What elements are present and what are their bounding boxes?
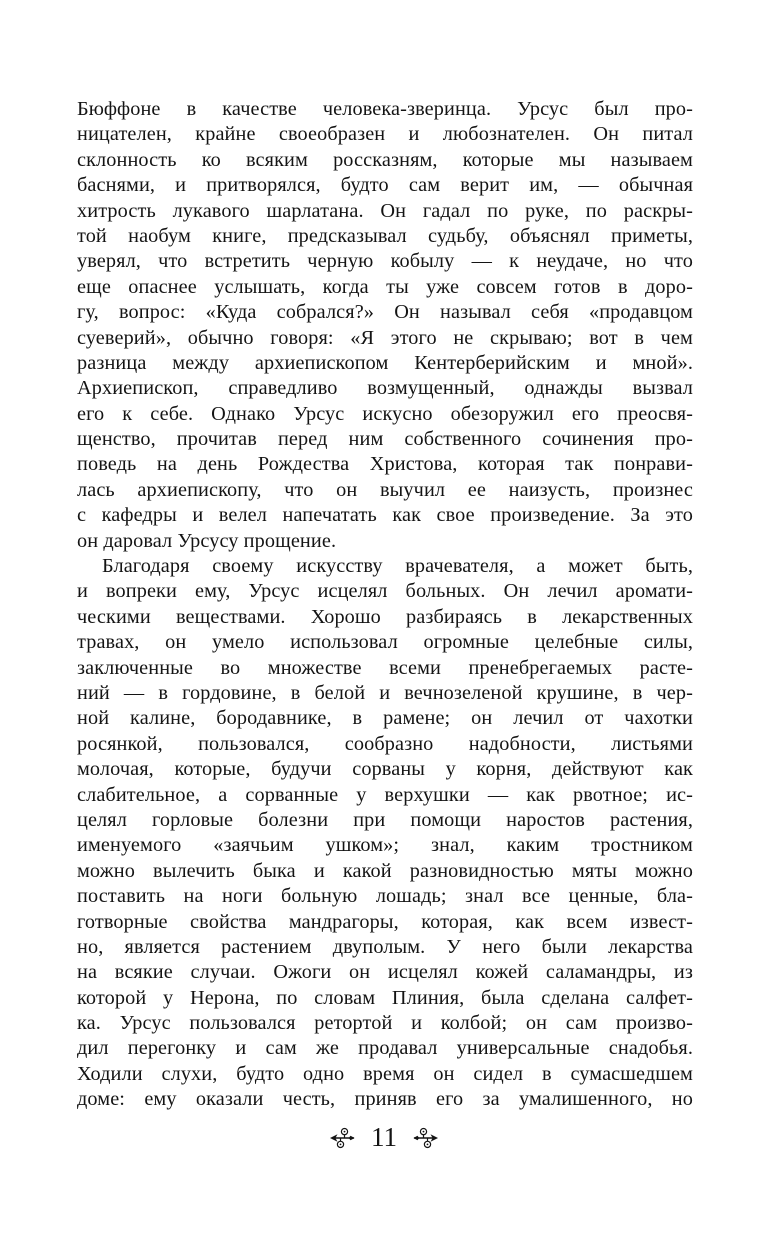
- text-line: Ходили слухи, будто одно время он сидел в сумасшедшем: [77, 1062, 693, 1085]
- text-line: лась архиепископу, что он выучил ее наизусть, произнес: [77, 478, 693, 501]
- text-line: слабительное, а сорванные у верхушки — как рвотное; ис-: [77, 783, 693, 806]
- text-line: разница между архиепископом Кентерберийским и мной».: [77, 351, 693, 374]
- text-line: поведь на день Рождества Христова, которая так понрави-: [77, 453, 693, 476]
- page-number: 11: [371, 1121, 397, 1152]
- text-line: готворные свойства мандрагоры, которая, как всем извест-: [77, 910, 693, 933]
- text-line: доме: ему оказали честь, приняв его за умалишенного, но: [77, 1088, 693, 1111]
- text-line: гу, вопрос: «Куда собрался?» Он называл себя «продавцом: [77, 301, 693, 324]
- text-line: поставить на ноги больную лошадь; знал все ценные, бла-: [77, 885, 693, 908]
- text-line: уверял, что встретить черную кобылу — к неудаче, но что: [77, 250, 693, 273]
- text-line: целял горловые болезни при помощи наростов растения,: [77, 808, 693, 831]
- text-line: с кафедры и велел напечатать как свое произведение. За это: [77, 504, 693, 527]
- text-line: Архиепископ, справедливо возмущенный, однажды вызвал: [77, 377, 693, 400]
- page-text: [77, 97, 693, 1113]
- text-line: его к себе. Однако Урсус искусно обезоружил его преосвя-: [77, 402, 693, 425]
- text-line: Бюффоне в качестве человека-зверинца. Урсус был про-: [77, 98, 693, 120]
- text-line: дил перегонку и сам же продавал универсальные снадобья.: [77, 1037, 693, 1060]
- text-line: ческими веществами. Хорошо разбираясь в лекарственных: [77, 605, 693, 628]
- text-line: росянкой, пользовался, сообразно надобности, листьями: [77, 732, 693, 755]
- text-line: склонность ко всяким россказням, которые мы называем: [77, 148, 693, 171]
- page-footer: [0, 1121, 768, 1155]
- text-line: ной калине, бородавнике, в рамене; он лечил от чахотки: [77, 707, 693, 730]
- text-line: баснями, и притворялся, будто сам верит им, — обычная: [77, 174, 693, 197]
- fleuron-right-icon: [412, 1126, 439, 1150]
- text-line: ний — в гордовине, в белой и вечнозеленой крушине, в чер-: [77, 681, 693, 704]
- paragraph: [77, 97, 693, 554]
- text-line: и вопреки ему, Урсус исцелял больных. Он лечил аромати-: [77, 580, 693, 603]
- text-line: Благодаря своему искусству врачевателя, а может быть,: [102, 555, 693, 578]
- text-line: которой у Нерона, по словам Плиния, была сделана салфет-: [77, 986, 693, 1009]
- text-line: ка. Урсус пользовался ретортой и колбой; он сам произво-: [77, 1012, 693, 1035]
- text-line: на всякие случаи. Ожоги он исцелял кожей саламандры, из: [77, 961, 693, 984]
- text-line: хитрость лукавого шарлатана. Он гадал по руке, по раскры-: [77, 199, 693, 222]
- fleuron-left-icon: [329, 1126, 356, 1150]
- paragraph: [77, 554, 693, 1113]
- text-line: суеверий», обычно говоря: «Я этого не скрываю; вот в чем: [77, 326, 693, 349]
- text-line: заключенные во множестве всеми пренебрегаемых расте-: [77, 656, 693, 679]
- text-line: еще опаснее услышать, когда ты уже совсем готов в доро-: [77, 275, 693, 298]
- text-line: именуемого «заячьим ушком»; знал, каким тростником: [77, 834, 693, 857]
- text-line: молочая, которые, будучи сорваны у корня, действуют как: [77, 758, 693, 781]
- text-line: щенство, прочитав перед ним собственного сочинения про-: [77, 428, 693, 451]
- text-line: ницателен, крайне своеобразен и любознателен. Он питал: [77, 123, 693, 146]
- text-line: но, является растением двуполым. У него были лекарства: [77, 935, 693, 958]
- text-line: травах, он умело использовал огромные целебные силы,: [77, 631, 693, 654]
- text-line: той наобум книге, предсказывал судьбу, объяснял приметы,: [77, 224, 693, 247]
- text-line: можно вылечить быка и какой разновидностью мяты можно: [77, 859, 693, 882]
- text-line: он даровал Урсусу прощение.: [77, 529, 337, 552]
